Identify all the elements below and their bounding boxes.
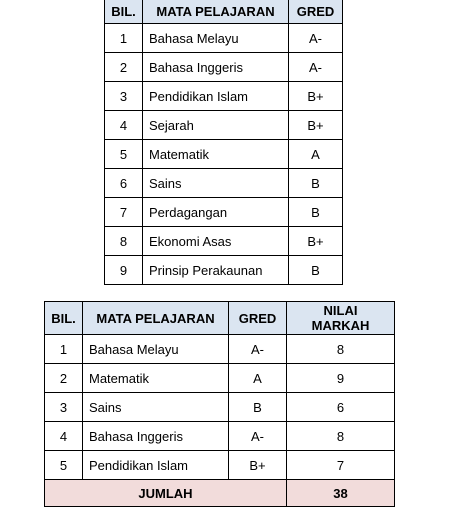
- table-row: [105, 169, 343, 198]
- header-gred: GRED: [289, 0, 343, 24]
- total-row: [45, 480, 395, 507]
- header-bil: BIL.: [45, 302, 83, 335]
- table-row: [105, 111, 343, 140]
- header-mata-pelajaran: MATA PELAJARAN: [83, 302, 229, 335]
- header-bil: BIL.: [105, 0, 143, 24]
- header-gred: GRED: [229, 302, 287, 335]
- cell-grade: A-: [289, 24, 343, 53]
- table-row: [45, 451, 395, 480]
- cell-grade: A-: [289, 53, 343, 82]
- cell-grade: A-: [229, 335, 287, 364]
- cell-grade: B+: [289, 227, 343, 256]
- table-row: [105, 227, 343, 256]
- cell-subject: Bahasa Inggeris: [83, 422, 229, 451]
- cell-subject: Pendidikan Islam: [143, 82, 289, 111]
- cell-subject: Pendidikan Islam: [83, 451, 229, 480]
- table-row: [105, 140, 343, 169]
- cell-mark: 8: [287, 422, 395, 451]
- cell-subject: Matematik: [143, 140, 289, 169]
- cell-bil: 5: [45, 451, 83, 480]
- cell-grade: B: [289, 256, 343, 285]
- cell-bil: 4: [105, 111, 143, 140]
- table-row: [105, 53, 343, 82]
- cell-subject: Sains: [143, 169, 289, 198]
- table-row: [45, 393, 395, 422]
- cell-mark: 9: [287, 364, 395, 393]
- cell-subject: Bahasa Melayu: [143, 24, 289, 53]
- cell-subject: Bahasa Melayu: [83, 335, 229, 364]
- marks-table: [44, 301, 395, 507]
- cell-subject: Sains: [83, 393, 229, 422]
- header-nilai-markah: NILAI MARKAH: [287, 302, 395, 335]
- cell-subject: Matematik: [83, 364, 229, 393]
- cell-bil: 9: [105, 256, 143, 285]
- cell-grade: B+: [289, 82, 343, 111]
- cell-bil: 7: [105, 198, 143, 227]
- cell-grade: A: [289, 140, 343, 169]
- cell-subject: Sejarah: [143, 111, 289, 140]
- cell-bil: 2: [105, 53, 143, 82]
- cell-bil: 3: [45, 393, 83, 422]
- cell-grade: B: [289, 169, 343, 198]
- cell-grade: B+: [289, 111, 343, 140]
- cell-grade: A: [229, 364, 287, 393]
- cell-grade: B+: [229, 451, 287, 480]
- table-row: [45, 364, 395, 393]
- cell-mark: 6: [287, 393, 395, 422]
- cell-mark: 7: [287, 451, 395, 480]
- total-label: JUMLAH: [45, 480, 287, 507]
- cell-bil: 8: [105, 227, 143, 256]
- cell-grade: A-: [229, 422, 287, 451]
- table-row: [105, 82, 343, 111]
- grade-table: [104, 0, 343, 285]
- header-mata-pelajaran: MATA PELAJARAN: [143, 0, 289, 24]
- cell-bil: 3: [105, 82, 143, 111]
- table-row: [45, 335, 395, 364]
- cell-bil: 2: [45, 364, 83, 393]
- cell-subject: Perdagangan: [143, 198, 289, 227]
- cell-subject: Bahasa Inggeris: [143, 53, 289, 82]
- table-row: [105, 256, 343, 285]
- cell-subject: Ekonomi Asas: [143, 227, 289, 256]
- cell-bil: 1: [105, 24, 143, 53]
- total-value: 38: [287, 480, 395, 507]
- table-row: [45, 422, 395, 451]
- table-header-row: [105, 0, 343, 24]
- cell-bil: 5: [105, 140, 143, 169]
- cell-mark: 8: [287, 335, 395, 364]
- cell-bil: 6: [105, 169, 143, 198]
- cell-bil: 4: [45, 422, 83, 451]
- cell-grade: B: [229, 393, 287, 422]
- table-row: [105, 24, 343, 53]
- cell-subject: Prinsip Perakaunan: [143, 256, 289, 285]
- table-header-row: [45, 302, 395, 335]
- table-row: [105, 198, 343, 227]
- cell-grade: B: [289, 198, 343, 227]
- cell-bil: 1: [45, 335, 83, 364]
